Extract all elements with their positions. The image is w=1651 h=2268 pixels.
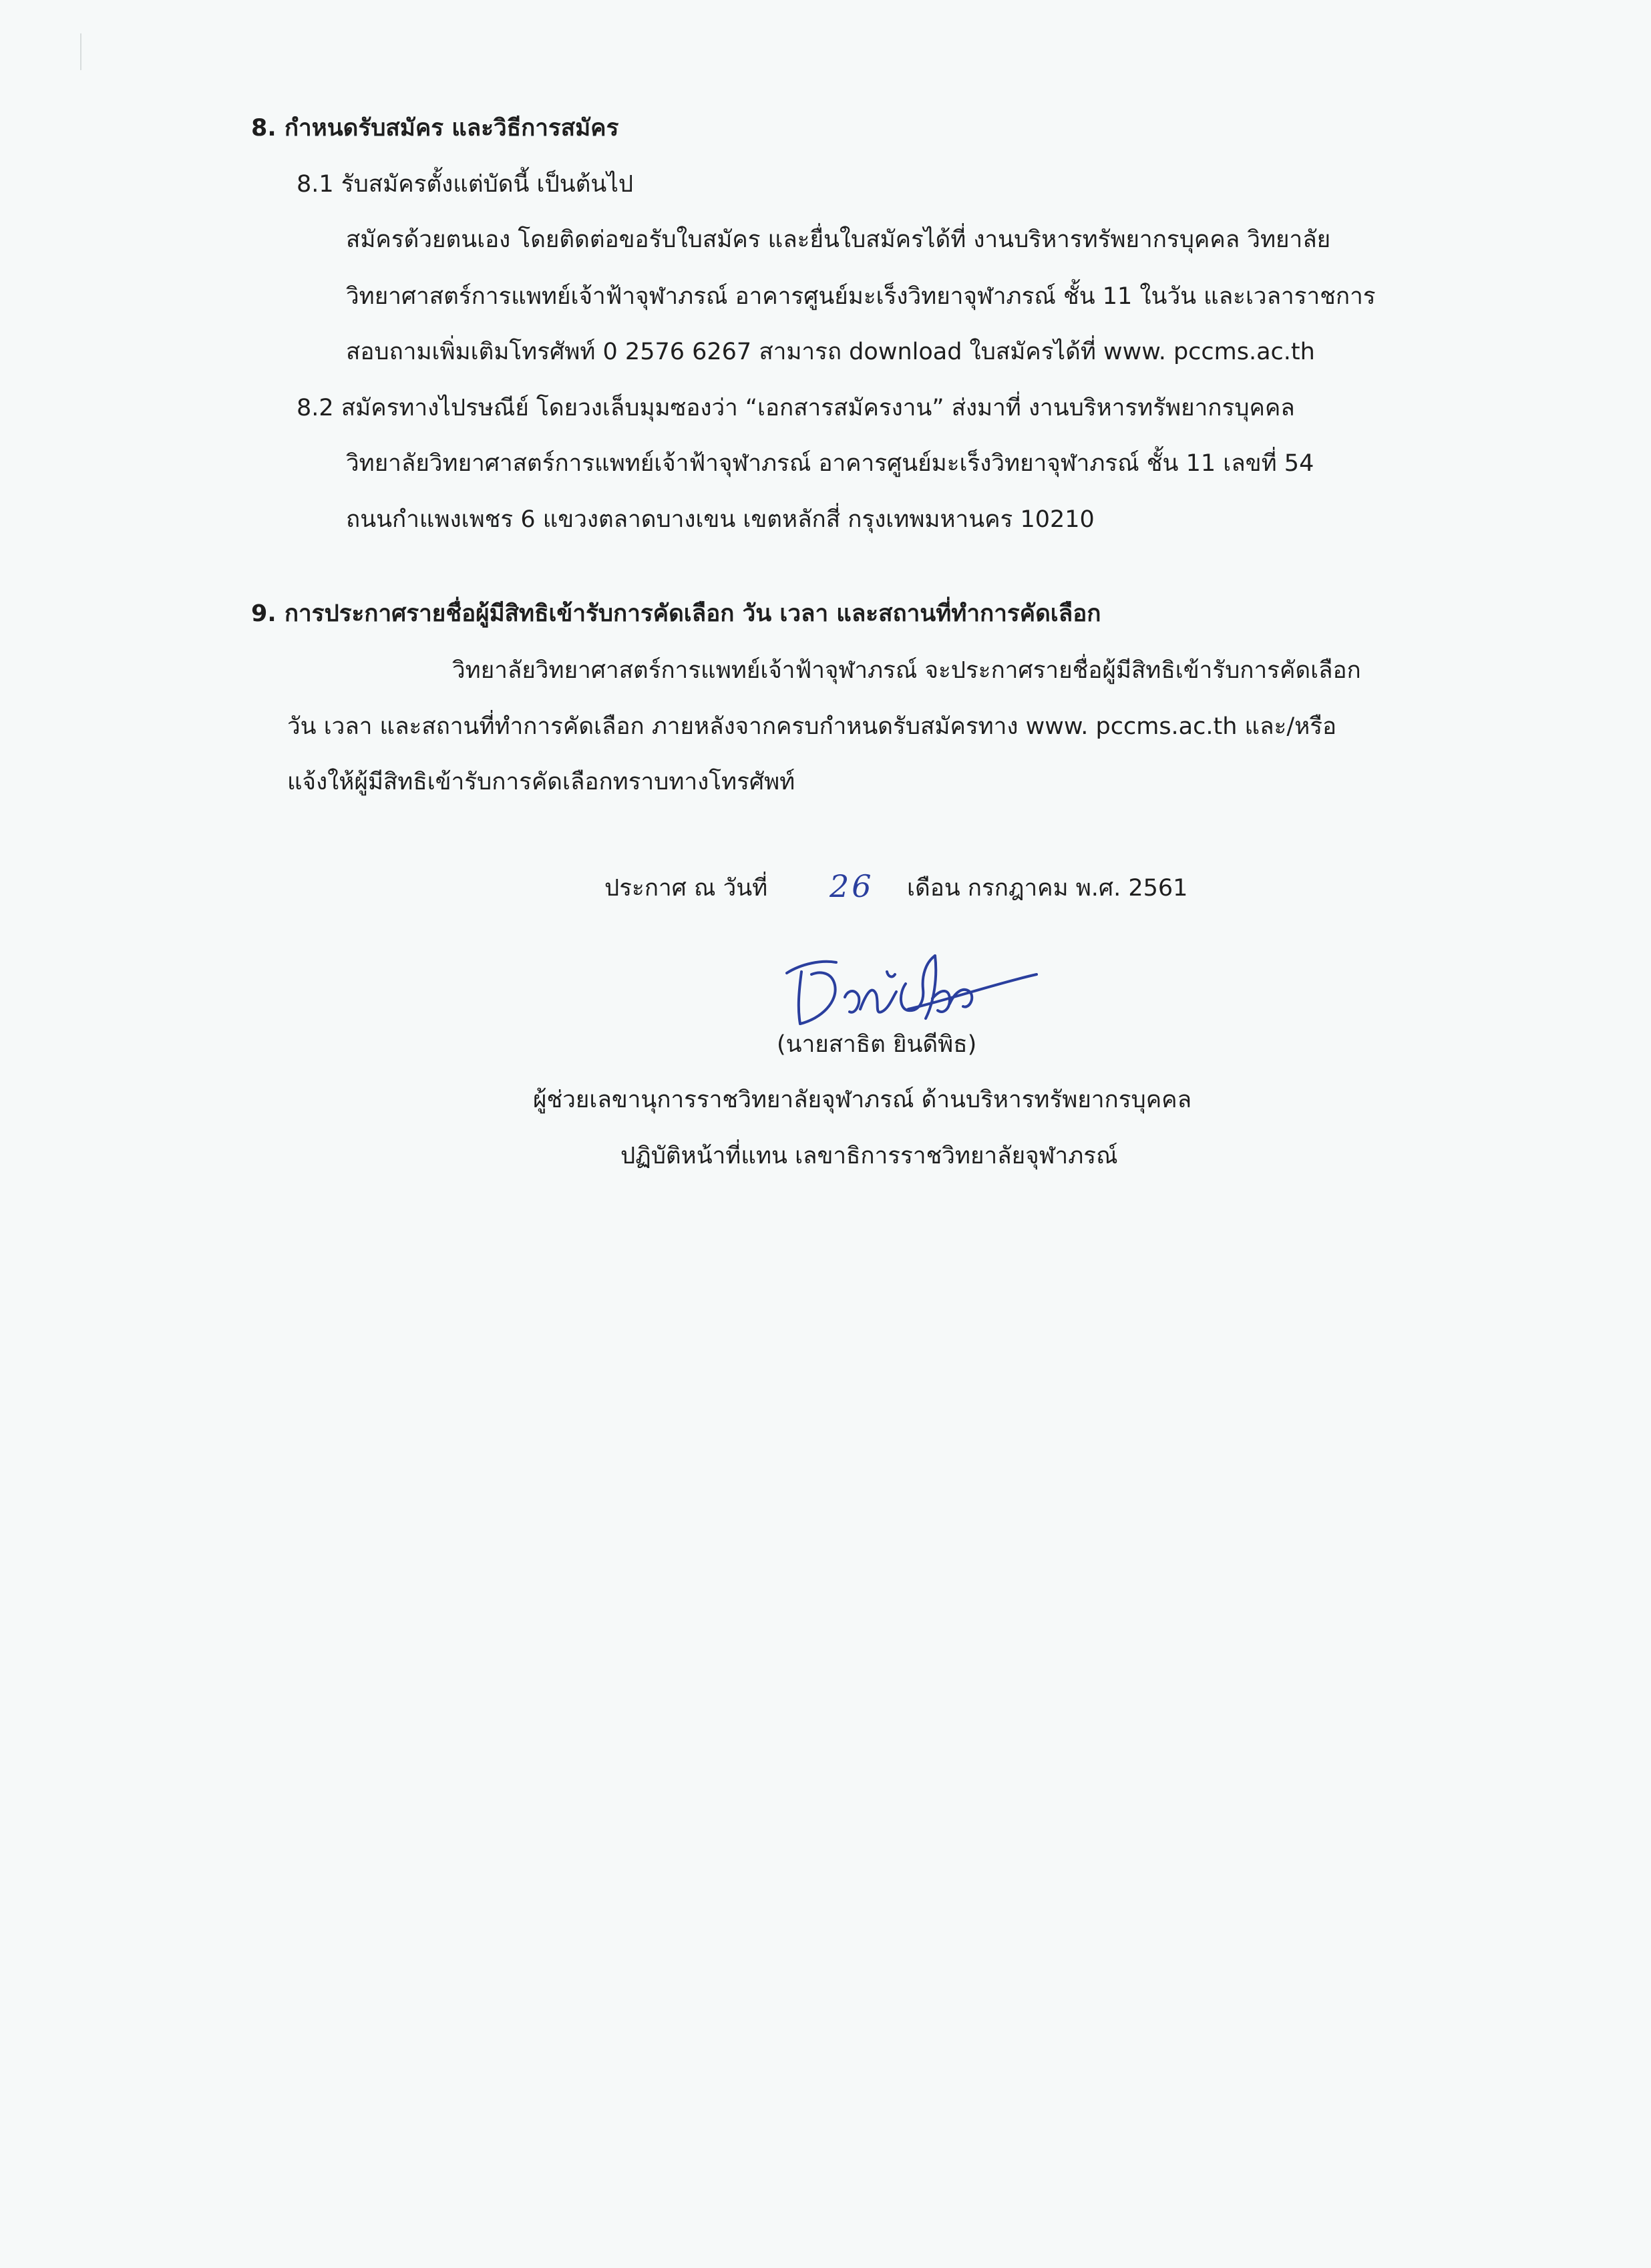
section-8-1-line: สมัครด้วยตนเอง โดยติดต่อขอรับใบสมัคร และยื่นใบสมัครได้ที่ งานบริหารทรัพยากรบุคคล วิทยาลัย bbox=[346, 226, 1331, 253]
signatory-position-line2: ปฏิบัติหน้าที่แทน เลขาธิการราชวิทยาลัยจุฬาภรณ์ bbox=[620, 1143, 1118, 1169]
scan-edge-mark bbox=[80, 33, 81, 70]
section-9-line: แจ้งให้ผู้มีสิทธิเข้ารับการคัดเลือกทราบทางโทรศัพท์ bbox=[287, 769, 795, 795]
signatory-position-line1: ผู้ช่วยเลขานุการราชวิทยาลัยจุฬาภรณ์ ด้านบริหารทรัพยากรบุคคล bbox=[533, 1087, 1192, 1113]
announcement-date-suffix: เดือน กรกฎาคม พ.ศ. 2561 bbox=[907, 875, 1188, 902]
section-9-line: วัน เวลา และสถานที่ทำการคัดเลือก ภายหลังจากครบกำหนดรับสมัครทาง www. pccms.ac.th และ/หรือ bbox=[287, 713, 1337, 740]
section-8-1-line: สอบถามเพิ่มเติมโทรศัพท์ 0 2576 6267 สามารถ download ใบสมัครได้ที่ www. pccms.ac.th bbox=[346, 339, 1315, 365]
section-8-1-title: 8.1 รับสมัครตั้งแต่บัดนี้ เป็นต้นไป bbox=[297, 171, 634, 198]
section-9-line: วิทยาลัยวิทยาศาสตร์การแพทย์เจ้าฟ้าจุฬาภรณ์ จะประกาศรายชื่อผู้มีสิทธิเข้ารับการคัดเลือก bbox=[452, 657, 1361, 684]
section-8-heading: 8. กำหนดรับสมัคร และวิธีการสมัคร bbox=[251, 115, 619, 142]
signatory-name: (นายสาธิต ยินดีพิธ) bbox=[777, 1031, 977, 1058]
announcement-day-handwritten: 26 bbox=[830, 868, 874, 904]
announcement-date-prefix: ประกาศ ณ วันที่ bbox=[604, 875, 768, 902]
section-9-heading: 9. การประกาศรายชื่อผู้มีสิทธิเข้ารับการคัดเลือก วัน เวลา และสถานที่ทำการคัดเลือก bbox=[251, 600, 1101, 627]
signature-image bbox=[775, 945, 1042, 1032]
section-8-2-line: 8.2 สมัครทางไปรษณีย์ โดยวงเล็บมุมซองว่า “เอกสารสมัครงาน” ส่งมาที่ งานบริหารทรัพยากรบุคคล bbox=[297, 395, 1295, 421]
section-8-2-line: ถนนกำแพงเพชร 6 แขวงตลาดบางเขน เขตหลักสี่ กรุงเทพมหานคร 10210 bbox=[346, 506, 1095, 533]
section-8-2-line: วิทยาลัยวิทยาศาสตร์การแพทย์เจ้าฟ้าจุฬาภรณ์ อาคารศูนย์มะเร็งวิทยาจุฬาภรณ์ ชั้น 11 เลขที่ 54 bbox=[346, 450, 1314, 477]
section-8-1-line: วิทยาศาสตร์การแพทย์เจ้าฟ้าจุฬาภรณ์ อาคารศูนย์มะเร็งวิทยาจุฬาภรณ์ ชั้น 11 ในวัน และเวลาราชการ bbox=[346, 283, 1376, 310]
